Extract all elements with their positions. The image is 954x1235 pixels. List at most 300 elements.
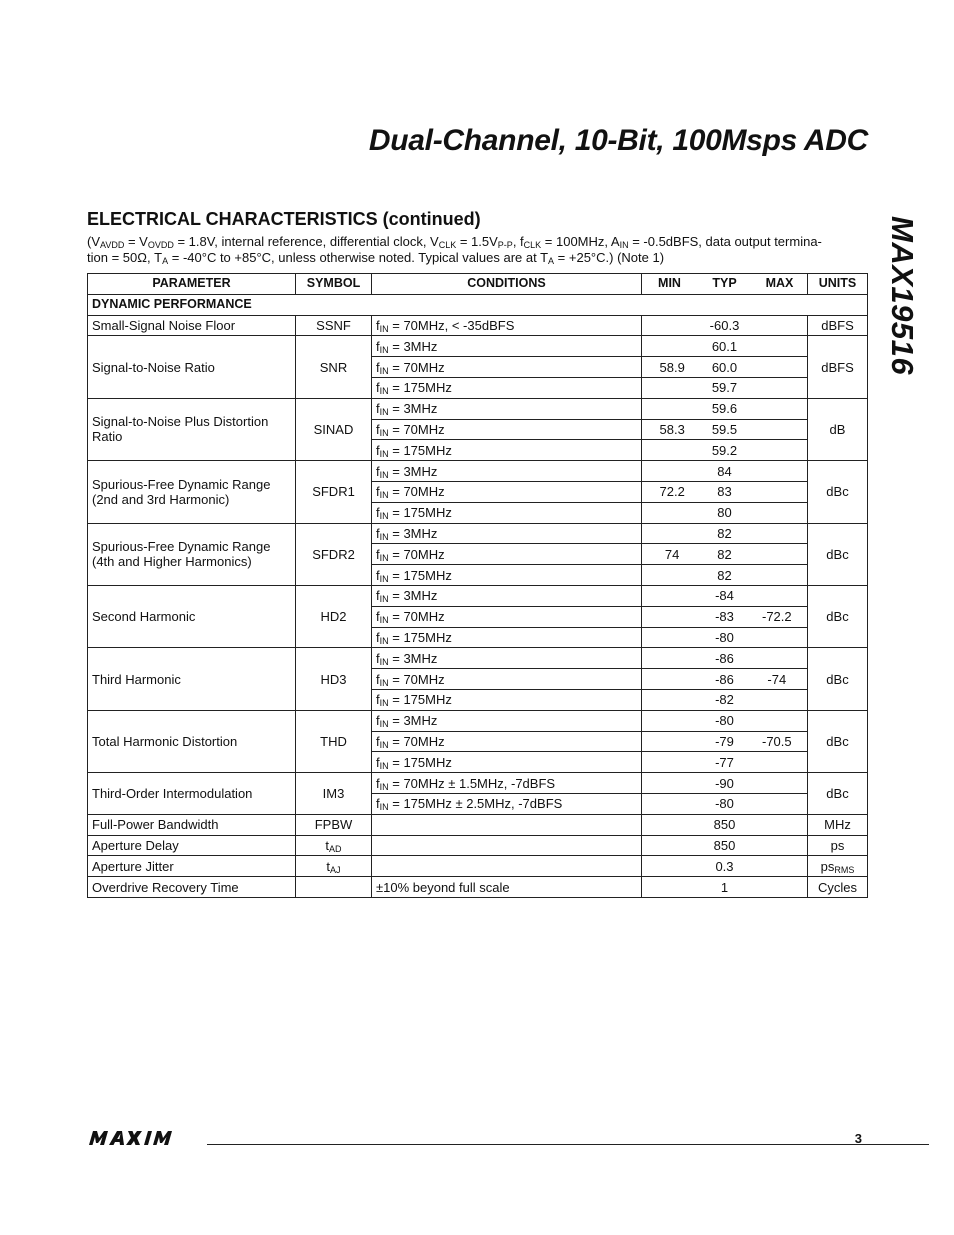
value-grid [646, 464, 803, 479]
fin-prefix: f [376, 525, 380, 541]
condition-cell [372, 419, 642, 440]
conditions-text: = 1.8V, internal reference, differential clock, V [173, 234, 439, 249]
fin-equals: = [388, 671, 404, 687]
fin-prefix: f [376, 567, 380, 583]
condition-cell [372, 606, 642, 627]
min-value [646, 692, 698, 707]
min-value [646, 880, 698, 895]
max-value [751, 880, 803, 895]
fin-equals: = [388, 796, 404, 812]
subscript: A [162, 255, 169, 266]
fin-prefix: f [376, 609, 380, 625]
subscript: CLK [438, 240, 457, 250]
fin-prefix: f [376, 359, 380, 375]
fin-equals: = [388, 609, 404, 625]
condition-text: 175MHz ± 2.5MHz, -7dBFS [403, 796, 563, 812]
condition-text: 70MHz [403, 421, 445, 437]
value-cell [642, 814, 808, 835]
fin-equals: = [388, 484, 404, 500]
value-grid [646, 734, 803, 749]
parameter-name: Total Harmonic Distortion [88, 710, 296, 772]
value-grid [646, 339, 803, 354]
value-cell [642, 710, 808, 731]
units-text: MHz [824, 817, 851, 833]
value-grid [646, 796, 803, 811]
max-value [751, 318, 803, 333]
fin-prefix: f [376, 338, 380, 354]
value-grid [646, 547, 803, 562]
typ-value: 60.1 [711, 338, 738, 354]
value-cell [642, 461, 808, 482]
value-cell [642, 585, 808, 606]
fin-equals: = [388, 442, 404, 458]
conditions-text: = +25°C.) (Note 1) [554, 249, 665, 265]
min-value [646, 796, 698, 811]
condition-cell [372, 502, 642, 523]
min-value [646, 859, 698, 874]
fin-equals: = [388, 692, 404, 708]
typ-value: 82 [717, 546, 732, 562]
min-value [646, 505, 698, 520]
condition-text: 3MHz [403, 338, 438, 354]
table-row [88, 856, 868, 877]
value-grid [646, 880, 803, 895]
conditions-line-2 [87, 250, 869, 266]
typ-value: -80 [715, 713, 734, 729]
subscript: P-P [497, 240, 513, 250]
fin-subscript: IN [379, 490, 389, 501]
value-grid [646, 380, 803, 395]
typ-value: 82 [717, 525, 732, 541]
page-footer [87, 1128, 868, 1150]
fin-subscript: IN [379, 760, 389, 771]
min-value [646, 713, 698, 728]
condition-cell [372, 357, 642, 378]
typ-value: 59.6 [711, 401, 738, 417]
fin-subscript: IN [379, 511, 389, 522]
condition-text: 175MHz [403, 567, 452, 583]
symbol-text: THD [320, 733, 347, 749]
units-text: dBc [826, 609, 849, 625]
min-value [646, 464, 698, 479]
fin-subscript: IN [379, 427, 389, 438]
value-cell [642, 481, 808, 502]
conditions-text: = -0.5dBFS, data output termina- [628, 234, 822, 249]
fin-equals: = [388, 359, 404, 375]
value-grid [646, 401, 803, 416]
parameter-symbol [296, 835, 372, 856]
min-value [646, 651, 698, 666]
typ-value: -90 [715, 775, 734, 791]
typ-value: 59.2 [711, 442, 738, 458]
max-value [751, 713, 803, 728]
parameter-symbol [296, 856, 372, 877]
fin-subscript: IN [379, 407, 389, 418]
max-value [751, 817, 803, 832]
fin-equals: = [388, 317, 404, 333]
fin-prefix: f [376, 401, 380, 417]
fin-prefix: f [376, 775, 380, 791]
fin-equals: = [388, 546, 404, 562]
condition-text: ±10% beyond full scale [376, 879, 510, 895]
fin-subscript: IN [379, 698, 389, 709]
condition-cell [372, 585, 642, 606]
parameter-name: Signal-to-Noise Plus Distortion Ratio [88, 398, 296, 460]
fin-prefix: f [376, 317, 380, 333]
fin-prefix: f [376, 754, 380, 770]
conditions-text: (V [87, 234, 100, 249]
side-part-number: MAX19516 [885, 216, 920, 376]
condition-text: 70MHz [403, 609, 445, 625]
units-subscript: RMS [834, 864, 855, 875]
units-cell [808, 710, 868, 772]
condition-text: 175MHz [403, 380, 452, 396]
table-row [88, 814, 868, 835]
value-cell [642, 502, 808, 523]
min-value [646, 588, 698, 603]
typ-value: -60.3 [709, 317, 740, 333]
parameter-symbol [296, 814, 372, 835]
fin-prefix: f [376, 588, 380, 604]
parameter-name: Third-Order Intermodulation [88, 773, 296, 815]
condition-cell [372, 835, 642, 856]
fin-equals: = [388, 588, 404, 604]
min-value [646, 817, 698, 832]
fin-equals: = [388, 754, 404, 770]
parameter-symbol [296, 398, 372, 460]
conditions-text: , f [512, 234, 524, 249]
header-symbol: SYMBOL [296, 274, 372, 295]
table-row [88, 710, 868, 731]
symbol-text: SFDR1 [312, 484, 355, 500]
typ-value: 1 [720, 879, 729, 895]
fin-equals: = [388, 650, 404, 666]
symbol-text: SNR [319, 359, 348, 375]
value-grid [646, 526, 803, 541]
conditions-text: tion = 50Ω, T [87, 249, 163, 265]
fin-subscript: IN [379, 802, 389, 813]
typ-value: -86 [715, 671, 734, 687]
condition-text: 3MHz [403, 463, 438, 479]
value-cell [642, 606, 808, 627]
parameter-symbol [296, 773, 372, 815]
value-grid [646, 692, 803, 707]
value-grid [646, 422, 803, 437]
value-cell [642, 419, 808, 440]
condition-text: 70MHz [403, 546, 445, 562]
units-cell [808, 856, 868, 877]
condition-cell [372, 377, 642, 398]
value-cell [642, 752, 808, 773]
units-cell [808, 461, 868, 523]
value-grid [646, 838, 803, 853]
value-cell [642, 336, 808, 357]
max-value [751, 484, 803, 499]
fin-equals: = [388, 401, 404, 417]
min-value [646, 339, 698, 354]
min-value: 58.3 [659, 421, 685, 437]
value-grid [646, 484, 803, 499]
value-cell [642, 793, 808, 814]
typ-value: 83 [717, 484, 732, 500]
min-value [646, 672, 698, 687]
units-text: dBc [826, 546, 849, 562]
symbol-text: FPBW [314, 817, 353, 833]
typ-value: 60.0 [711, 359, 738, 375]
units-cell [808, 336, 868, 398]
value-cell [642, 669, 808, 690]
typ-value: -80 [715, 796, 734, 812]
condition-text: 70MHz [403, 359, 445, 375]
min-value [646, 755, 698, 770]
max-value [751, 464, 803, 479]
symbol-subscript: AD [329, 843, 342, 854]
typ-value: 0.3 [715, 858, 734, 874]
fin-prefix: f [376, 671, 380, 687]
max-value: -70.5 [762, 733, 792, 749]
max-value [751, 588, 803, 603]
parameter-name: Signal-to-Noise Ratio [88, 336, 296, 398]
max-value [751, 339, 803, 354]
fin-prefix: f [376, 629, 380, 645]
footer-rule [207, 1144, 929, 1145]
symbol-text: SINAD [313, 421, 354, 437]
table-row [88, 315, 868, 336]
value-cell [642, 835, 808, 856]
fin-subscript: IN [379, 635, 389, 646]
units-text: Cycles [817, 879, 857, 895]
typ-value: -79 [715, 733, 734, 749]
table-row [88, 398, 868, 419]
table-row [88, 336, 868, 357]
fin-subscript: IN [379, 781, 389, 792]
typ-value: 850 [713, 817, 736, 833]
units-cell [808, 523, 868, 585]
condition-cell [372, 440, 642, 461]
symbol-text: t [325, 837, 330, 853]
parameter-symbol [296, 710, 372, 772]
condition-text: 70MHz ± 1.5MHz, -7dBFS [403, 775, 556, 791]
value-cell [642, 565, 808, 586]
subscript: CLK [523, 240, 542, 250]
fin-prefix: f [376, 380, 380, 396]
units-text: dBc [826, 484, 849, 500]
value-grid [646, 360, 803, 375]
fin-subscript: IN [379, 365, 389, 376]
condition-text: 3MHz [403, 713, 438, 729]
condition-cell [372, 669, 642, 690]
table-row [88, 648, 868, 669]
page-number: 3 [854, 1131, 862, 1146]
header-max: MAX [765, 276, 794, 291]
value-cell [642, 523, 808, 544]
symbol-subscript: AJ [330, 864, 341, 875]
fin-subscript: IN [379, 719, 389, 730]
condition-text: 175MHz [403, 442, 452, 458]
test-conditions [87, 234, 869, 265]
value-grid [646, 776, 803, 791]
condition-text: 70MHz [403, 733, 445, 749]
fin-equals: = [388, 567, 404, 583]
parameter-symbol [296, 523, 372, 585]
parameter-symbol [296, 877, 372, 898]
symbol-text: HD2 [320, 609, 347, 625]
typ-value: -82 [715, 692, 734, 708]
condition-text: 3MHz [403, 650, 438, 666]
units-text: ps [820, 858, 835, 874]
typ-value: -84 [715, 588, 734, 604]
value-grid [646, 505, 803, 520]
subscript: IN [619, 240, 629, 250]
value-cell [642, 544, 808, 565]
fin-subscript: IN [379, 656, 389, 667]
condition-text: 3MHz [403, 525, 438, 541]
units-cell [808, 814, 868, 835]
table-row [88, 835, 868, 856]
condition-cell [372, 689, 642, 710]
condition-cell [372, 773, 642, 794]
typ-value: 84 [717, 463, 732, 479]
units-text: dBc [826, 733, 849, 749]
table-row [88, 461, 868, 482]
fin-equals: = [388, 380, 404, 396]
max-value [751, 630, 803, 645]
value-cell [642, 627, 808, 648]
value-grid [646, 318, 803, 333]
max-value [751, 796, 803, 811]
parameter-symbol [296, 461, 372, 523]
parameter-symbol [296, 585, 372, 647]
units-text: dBc [826, 785, 849, 801]
parameter-name: Third Harmonic [88, 648, 296, 710]
typ-value: -86 [715, 650, 734, 666]
condition-cell [372, 648, 642, 669]
parameter-name: Second Harmonic [88, 585, 296, 647]
condition-cell [372, 336, 642, 357]
value-grid [646, 651, 803, 666]
value-grid [646, 817, 803, 832]
symbol-text: SSNF [316, 317, 351, 333]
max-value [751, 568, 803, 583]
max-value [751, 651, 803, 666]
parameter-name: Aperture Delay [88, 835, 296, 856]
fin-prefix: f [376, 650, 380, 666]
fin-subscript: IN [379, 739, 389, 750]
value-grid [646, 630, 803, 645]
units-cell [808, 835, 868, 856]
min-value [646, 776, 698, 791]
units-cell [808, 585, 868, 647]
max-value [751, 360, 803, 375]
min-value [646, 401, 698, 416]
group-row [88, 294, 868, 315]
value-cell [642, 398, 808, 419]
value-cell [642, 357, 808, 378]
conditions-line-1 [87, 234, 869, 250]
min-value [646, 568, 698, 583]
condition-cell [372, 315, 642, 336]
value-grid [646, 588, 803, 603]
parameter-name: Aperture Jitter [88, 856, 296, 877]
parameter-symbol [296, 315, 372, 336]
fin-equals: = [388, 505, 404, 521]
condition-cell [372, 856, 642, 877]
condition-text: 70MHz [403, 484, 445, 500]
condition-text: 3MHz [403, 588, 438, 604]
condition-cell [372, 523, 642, 544]
value-grid [646, 568, 803, 583]
parameter-name: Spurious-Free Dynamic Range (2nd and 3rd Harmonic) [88, 461, 296, 523]
condition-text: 175MHz [403, 629, 452, 645]
fin-subscript: IN [379, 573, 389, 584]
conditions-text: = -40°C to +85°C, unless otherwise noted. Typical values are at T [168, 249, 549, 265]
min-value [646, 630, 698, 645]
fin-prefix: f [376, 713, 380, 729]
max-value [751, 859, 803, 874]
fin-subscript: IN [379, 386, 389, 397]
condition-cell [372, 814, 642, 835]
typ-value: -83 [715, 609, 734, 625]
fin-subscript: IN [379, 594, 389, 605]
fin-equals: = [388, 713, 404, 729]
min-value: 74 [664, 546, 680, 562]
condition-cell [372, 877, 642, 898]
fin-prefix: f [376, 463, 380, 479]
condition-cell [372, 481, 642, 502]
value-cell [642, 648, 808, 669]
conditions-text: = 100MHz, A [541, 234, 620, 249]
min-value [646, 443, 698, 458]
min-value [646, 838, 698, 853]
fin-prefix: f [376, 442, 380, 458]
maxim-logo [87, 1130, 199, 1146]
units-text: dBFS [821, 359, 854, 375]
fin-prefix: f [376, 733, 380, 749]
subscript: AVDD [100, 240, 125, 250]
symbol-text: HD3 [320, 671, 347, 687]
header-conditions: CONDITIONS [372, 274, 642, 295]
min-value: 72.2 [659, 484, 685, 500]
max-value [751, 422, 803, 437]
value-grid [646, 443, 803, 458]
fin-subscript: IN [379, 469, 389, 480]
page-title: Dual-Channel, 10-Bit, 100Msps ADC [368, 124, 868, 157]
header-parameter: PARAMETER [88, 274, 296, 295]
typ-value: 850 [713, 837, 736, 853]
group-title: DYNAMIC PERFORMANCE [88, 294, 868, 315]
condition-text: 70MHz [403, 671, 445, 687]
units-cell [808, 398, 868, 460]
value-cell [642, 689, 808, 710]
value-cell [642, 877, 808, 898]
condition-cell [372, 627, 642, 648]
condition-cell [372, 565, 642, 586]
max-value [751, 505, 803, 520]
fin-prefix: f [376, 505, 380, 521]
typ-value: 82 [717, 567, 732, 583]
value-cell [642, 315, 808, 336]
fin-prefix: f [376, 421, 380, 437]
typ-value: 80 [717, 505, 732, 521]
condition-cell [372, 793, 642, 814]
fin-prefix: f [376, 484, 380, 500]
fin-subscript: IN [379, 552, 389, 563]
min-value [646, 734, 698, 749]
min-value [646, 318, 698, 333]
typ-value: 59.5 [711, 421, 738, 437]
condition-text: 175MHz [403, 505, 452, 521]
section-heading: ELECTRICAL CHARACTERISTICS (continued) [87, 209, 481, 229]
